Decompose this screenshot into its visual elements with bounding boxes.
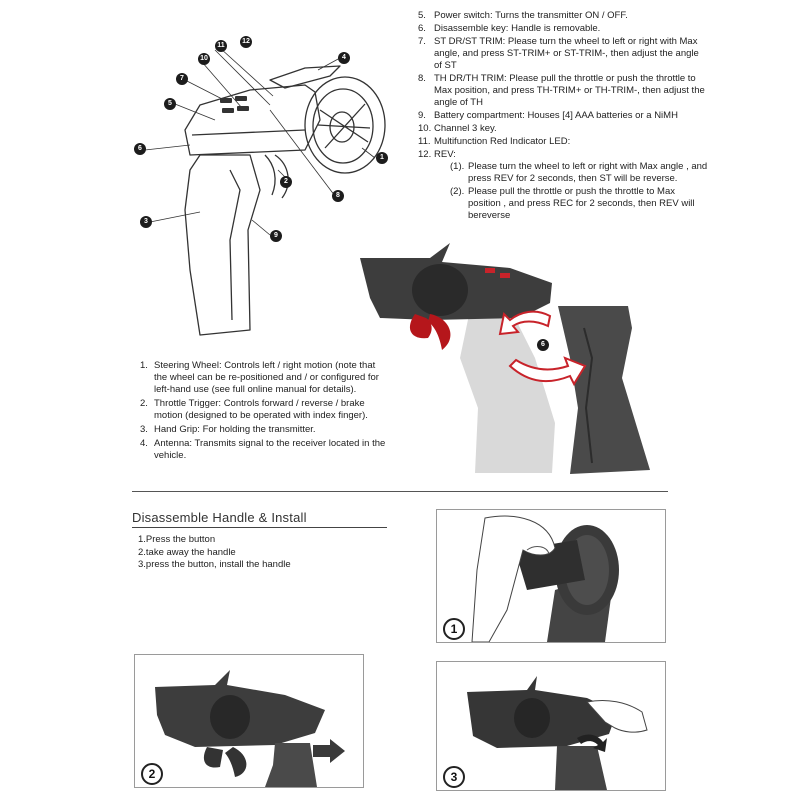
rev-subitems: [434, 161, 708, 222]
step-badge-3: 3: [443, 766, 465, 788]
callout-11: 11: [215, 40, 227, 52]
step-badge-1: 1: [443, 618, 465, 640]
callout-10: 10: [198, 53, 210, 65]
feature-item-8: 8. TH DR/TH TRIM: Please pull the throttle or push the throttle to Max position, and press TH-TRIM+ or TH-TRIM-, then adjust the angle of TH: [418, 73, 705, 108]
callout-12: 12: [240, 36, 252, 48]
disassemble-steps: [138, 534, 291, 572]
section-title-underline: [132, 527, 387, 528]
step-2-illustration: [135, 655, 363, 787]
rev-subitem-1: (1). Please turn the wheel to left or right with Max angle , and press REV for 2 seconds, then ST will be reverse.: [450, 161, 708, 184]
callout-4: 4: [338, 52, 350, 64]
feature-item-10: 10. Channel 3 key.: [418, 123, 497, 134]
handle-swap-illustration: [360, 238, 670, 478]
callout-2: 2: [280, 176, 292, 188]
callout-5: 5: [164, 98, 176, 110]
step-1-illustration: [437, 510, 665, 642]
step-3-photo: [436, 661, 666, 791]
feature-item-7: 7. ST DR/ST TRIM: Please turn the wheel to left or right with Max angle, and press ST-TRIM+ or ST-TRIM-, then adjust the angle of ST: [418, 36, 699, 71]
feature-item-3: 3. Hand Grip: For holding the transmitter.: [140, 424, 316, 435]
feature-item-4: 4. Antenna: Transmits signal to the receiver located in the vehicle.: [140, 438, 386, 461]
step-3: 3.press the button, install the handle: [138, 559, 291, 570]
step-3-illustration: [437, 662, 665, 790]
swap-callout: 6: [537, 339, 549, 351]
callout-6: 6: [134, 143, 146, 155]
section-divider: [132, 491, 668, 492]
feature-item-5: 5. Power switch: Turns the transmitter ON / OFF.: [418, 10, 628, 21]
feature-item-1: 1. Steering Wheel: Controls left / right motion (note that the wheel can be re-positioned and / or configured for left-hand use (see full online manual for details).: [140, 360, 379, 395]
callout-8: 8: [332, 190, 344, 202]
step-2: 2.take away the handle: [138, 546, 236, 558]
callout-3: 3: [140, 216, 152, 228]
feature-item-9: 9. Battery compartment: Houses [4] AAA batteries or a NiMH: [418, 110, 678, 121]
rev-subitem-2: (2). Please pull the throttle or push the throttle to Max position , and press REC for 2 seconds, then REV will bereverse: [450, 186, 695, 221]
step-1: 1.Press the button: [138, 534, 216, 545]
feature-item-12: 12. REV: (1). Please turn the wheel to left or right with Max angle , and press REV for 2 seconds, then ST will be reverse. (2). Please pull the throttle or push the throttle to Max position , and press REC for 2 seconds, then REV will bereverse: [418, 149, 708, 221]
callout-1: 1: [376, 152, 388, 164]
step-2-photo: [134, 654, 364, 788]
feature-item-11: 11. Multifunction Red Indicator LED:: [418, 136, 571, 147]
callout-7: 7: [176, 73, 188, 85]
callout-9: 9: [270, 230, 282, 242]
step-1-photo: [436, 509, 666, 643]
step-badge-2: 2: [141, 763, 163, 785]
section-title: Disassemble Handle & Install: [132, 510, 307, 525]
feature-list-5-12: [418, 10, 708, 223]
feature-item-2: 2. Throttle Trigger: Controls forward / reverse / brake motion (designed to be operated with index finger).: [140, 398, 368, 421]
feature-list-1-4: [140, 360, 390, 464]
feature-item-6: 6. Disassemble key: Handle is removable.: [418, 23, 601, 34]
